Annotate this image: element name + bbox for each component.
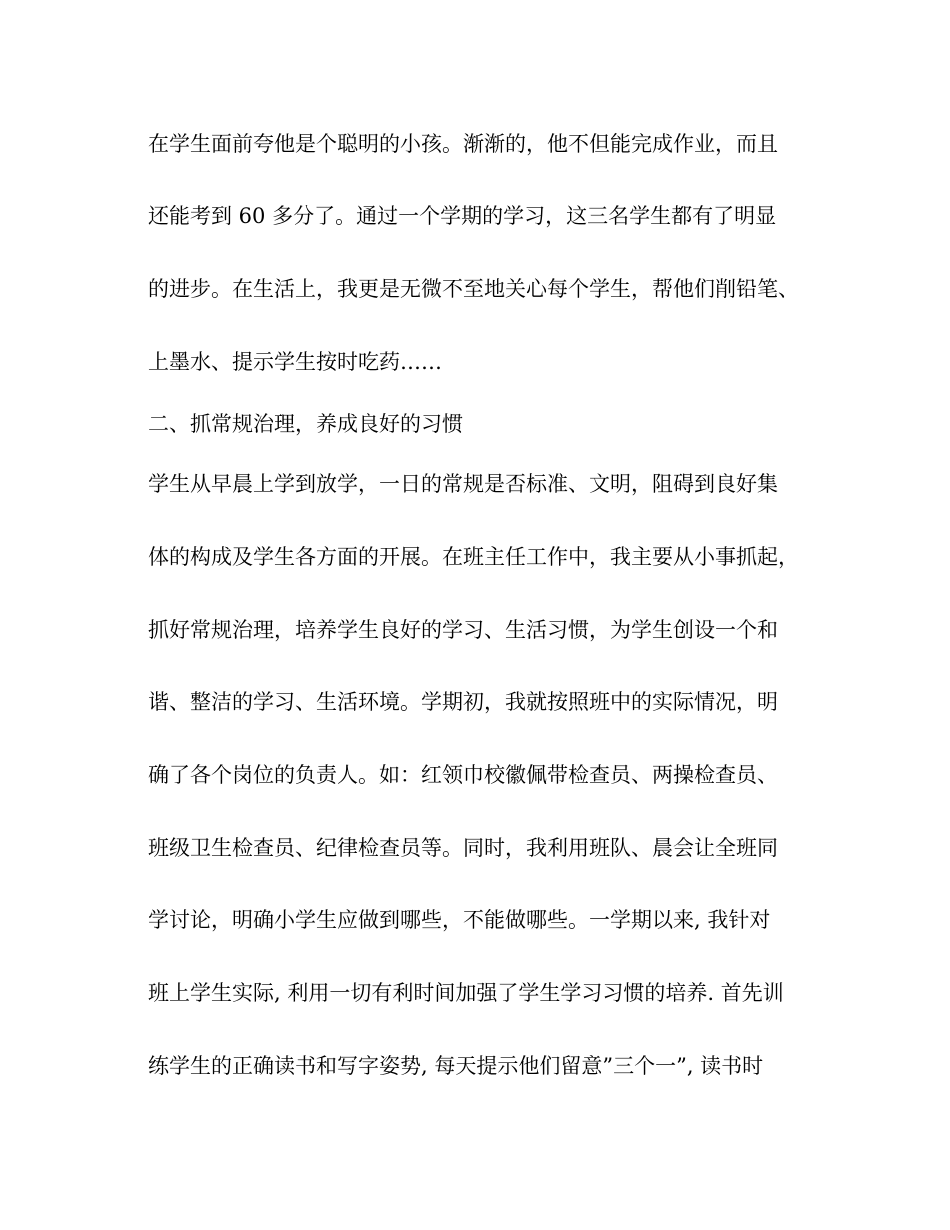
paragraph-line: 还能考到 60 多分了。通过一个学期的学习，这三名学生都有了明显 — [148, 204, 777, 228]
paragraph-line: 练学生的正确读书和写字姿势, 每天提示他们留意”三个一”, 读书时 — [148, 1054, 764, 1078]
paragraph-line: 确了各个岗位的负责人。如：红领巾校徽佩带检查员、两操检查员、 — [148, 763, 778, 787]
paragraph-line: 谐、整洁的学习、生活环境。学期初，我就按照班中的实际情况，明 — [148, 690, 778, 714]
paragraph-line: 学生从早晨上学到放学，一日的常规是否标准、文明，阻碍到良好集 — [148, 472, 778, 496]
paragraph-line: 学讨论，明确小学生应做到哪些，不能做哪些。一学期以来, 我针对 — [148, 908, 771, 932]
paragraph-line: 体的构成及学生各方面的开展。在班主任工作中，我主要从小事抓起， — [148, 545, 799, 569]
paragraph-line: 班级卫生检查员、纪律检查员等。同时，我利用班队、晨会让全班同 — [148, 836, 778, 860]
section-heading: 二、抓常规治理，养成良好的习惯 — [148, 412, 463, 436]
paragraph-line: 的进步。在生活上，我更是无微不至地关心每个学生，帮他们削铅笔、 — [148, 277, 799, 301]
paragraph-line: 班上学生实际, 利用一切有利时间加强了学生学习习惯的培养. 首先训 — [148, 981, 784, 1005]
paragraph-line: 上墨水、提示学生按时吃药…… — [148, 350, 442, 374]
paragraph-line: 抓好常规治理，培养学生良好的学习、生活习惯，为学生创设一个和 — [148, 618, 778, 642]
paragraph-line: 在学生面前夸他是个聪明的小孩。渐渐的，他不但能完成作业，而且 — [148, 132, 778, 156]
